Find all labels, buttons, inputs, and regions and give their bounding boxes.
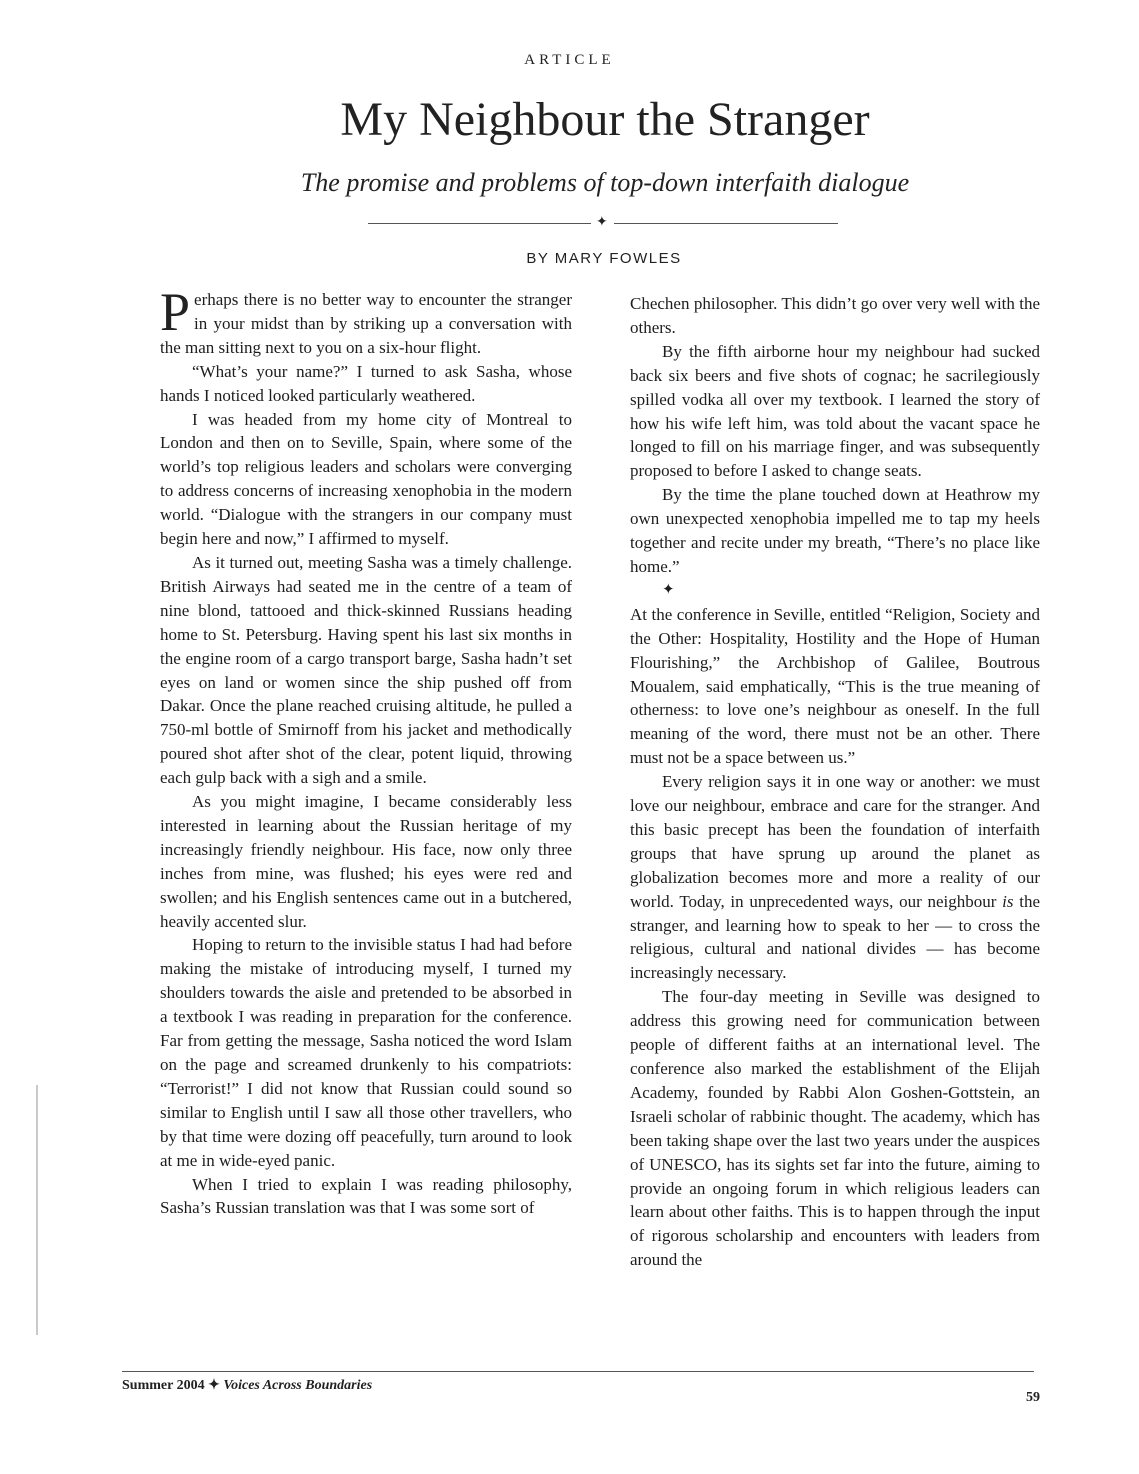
article-subtitle: The promise and problems of top-down interfaith dialogue <box>300 168 910 197</box>
paragraph-text: the stranger, and learning how to speak to her — to cross the religious, cultural and national divides — has become increasingly necessary. <box>630 891 1041 983</box>
page-number: 59 <box>1026 1390 1040 1405</box>
paragraph: “What’s your name?” I turned to ask Sasha, whose hands I noticed looked particularly weathered. <box>160 361 572 405</box>
footer-issue-line <box>122 1377 372 1394</box>
paragraph: I was headed from my home city of Montreal to London and then on to Seville, Spain, where some of the world’s top religious leaders and scholars were converging to address concerns of increasing xenophobia in the modern world. “Dialogue with the strangers in our company must begin here and now,” I affirmed to myself. <box>160 409 572 549</box>
rule-left-line <box>368 223 591 224</box>
section-break-diamond-icon: ✦ <box>662 581 675 598</box>
diamond-ornament-icon: ✦ <box>596 215 608 230</box>
section-kicker: ARTICLE <box>524 52 615 68</box>
paragraph <box>160 282 572 360</box>
article-title: My Neighbour the Stranger <box>340 93 870 146</box>
rule-right-line <box>614 223 838 224</box>
left-column <box>160 282 572 1220</box>
paragraph: As you might imagine, I became considerably less interested in learning about the Russian heritage of my increasingly friendly neighbour. His face, now only three inches from mine, was flushed; his eyes were red and swollen; and his English sentences came out in a butchered, heavily accented slur. <box>160 792 572 931</box>
title-ornament-rule <box>368 215 838 229</box>
paragraph: By the fifth airborne hour my neighbour had sucked back six beers and five shots of cognac; he sacrilegiously spilled vodka all over my textbook. I learned the story of how his wife left him, was told about the vacant space he longed to fill on his marriage finger, and was subsequently proposed to before I asked to change seats. <box>630 341 1040 481</box>
paragraph: The four-day meeting in Seville was designed to address this growing need for communication between people of different faiths at an international level. The conference also marked the establishment of the Elijah Academy, founded by Rabbi Alon Goshen-Gottstein, an Israeli scholar of rabbinic thought. The academy, which has been taking shape over the last two years under the auspices of UNESCO, has its sights set far into the future, aiming to provide an ongoing forum in which religious leaders can learn about other faiths. This is to happen through the input of rigorous scholarship and encounters with leaders from around the <box>630 987 1040 1270</box>
author-byline: BY MARY FOWLES <box>526 250 682 267</box>
right-column <box>630 292 1040 1272</box>
paragraph: At the conference in Seville, entitled “Religion, Society and the Other: Hospitality, Hostility and the Hope of Human Flourishing,” the Archbishop of Galilee, Boutrous Moualem, said emphatically, “This is the true meaning of otherness: to love one’s neighbour as oneself. In the full meaning of the word, there must not be an other. There must not be a space between us.” <box>630 604 1040 768</box>
paragraph: As it turned out, meeting Sasha was a timely challenge. British Airways had seated me in the centre of a team of nine blond, tattooed and thick-skinned Russians heading home to St. Petersburg. Having spent his last six months in the engine room of a cargo transport barge, Sasha hadn’t set eyes on land or women since the ship pushed off from Dakar. Once the plane reached cruising altitude, he pulled a 750-ml bottle of Smirnoff from his jacket and methodically poured shot after shot of the clear, potent liquid, throwing each gulp back with a sigh and a smile. <box>160 552 572 788</box>
paragraph <box>630 770 1040 985</box>
scan-margin-mark <box>36 1085 38 1335</box>
paragraph-text: Every religion says it in one way or another: we must love our neighbour, embrace and care for the stranger. And this basic precept has been the foundation of interfaith groups that have sprung up around the planet as globalization becomes more and more a reality of our world. Today, in unprecedented ways, our neighbour <box>630 772 1040 911</box>
paragraph-text: erhaps there is no better way to encounter the stranger in your midst than by striking up a conversation with the man sitting next to you on a six-hour flight. <box>160 290 572 357</box>
paragraph: Chechen philosopher. This didn’t go over very well with the others. <box>630 294 1040 337</box>
footer-rule <box>122 1371 1034 1372</box>
paragraph: When I tried to explain I was reading philosophy, Sasha’s Russian translation was that I was some sort of <box>160 1174 572 1218</box>
drop-cap: P <box>160 282 191 342</box>
paragraph: By the time the plane touched down at Heathrow my own unexpected xenophobia impelled me to tap my heels together and recite under my breath, “There’s no place like home.” <box>630 485 1040 576</box>
publication-name: Voices Across Boundaries <box>223 1378 373 1393</box>
footer-diamond-icon: ✦ <box>208 1378 220 1393</box>
paragraph: Hoping to return to the invisible status I had had before making the mistake of introducing myself, I turned my shoulders towards the aisle and pretended to be absorbed in a textbook I was reading in preparation for the conference. Far from getting the message, Sasha noticed the word Islam on the page and screamed drunkenly to his compatriots: “Terrorist!” I did not know that Russian could sound so similar to English until I saw all those other travellers, who by that time were dozing off peacefully, turn around to look at me in wide-eyed panic. <box>160 935 572 1170</box>
emphasis-text: is <box>1002 891 1014 911</box>
issue-date: Summer 2004 <box>122 1378 205 1393</box>
